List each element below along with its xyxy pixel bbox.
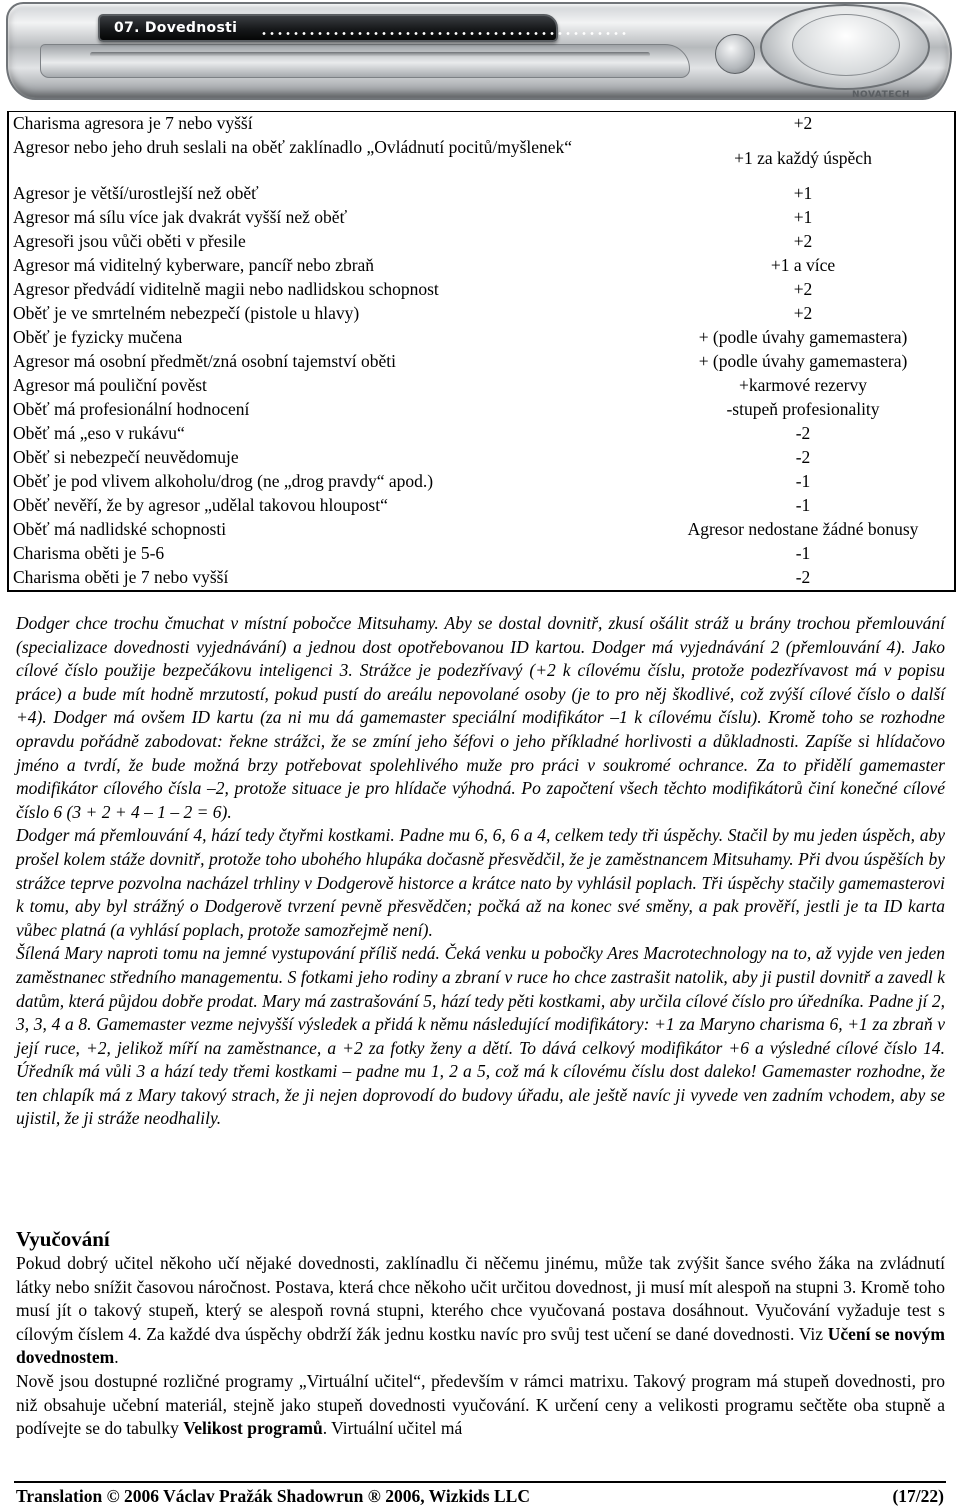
table-row [9, 542, 954, 566]
section-heading: Vyučování [16, 1227, 110, 1251]
row-label: Oběť je ve smrtelném nebezpečí (pistole u hlavy) [13, 303, 360, 323]
header-banner [0, 0, 960, 108]
row-value: +1 za každý úspěch [734, 148, 872, 168]
row-value: +2 [793, 113, 813, 133]
banner-ridge [40, 44, 690, 78]
skill-learning-link-text: Učení se novým dovednostem [16, 1323, 946, 1368]
row-label: Oběť nevěří, že by agresor „udělal takovou hloupost“ [13, 495, 388, 515]
row-label: Oběť je fyzicky mučena [13, 327, 183, 347]
row-value: -1 [795, 471, 811, 491]
row-value: Agresor nedostane žádné bonusy [687, 519, 919, 539]
row-value: -1 [795, 543, 811, 563]
teaching-p1-text: Pokud dobrý učitel někoho učí nějaké dovednosti, zaklínadlu či něčemu jinému, může tak zvýšit šance svého žáka na zvládnutí látky nebo snížit časovou náročnost. Postava, která chce někoho učit určitou dovednost, ji musí mít alespoň na stupni 3. Kromě toho musí jít o takový stupeň, který se alespoň rovná stupni, kterého chce vyučovaná postava dosáhnout. Vyučování vyžaduje test s cílovým číslem 4. Za každé dva úspěchy obdrží žák jednu kostku navíc pro svůj test učení se dané dovednosti. Viz [16, 1253, 945, 1344]
table-row [9, 302, 954, 326]
row-label: Agresor nebo jeho druh seslali na oběť zaklínadlo „Ovládnutí pocitů/myšlenek“ [13, 137, 573, 157]
row-value: +1 a více [770, 255, 836, 275]
row-label: Agresor má viditelný kyberware, pancíř nebo zbraň [13, 255, 375, 275]
row-label: Agresor předvádí viditelně magii nebo nadlidskou schopnost [13, 279, 439, 299]
table-row [9, 278, 954, 302]
table-row [9, 326, 954, 350]
row-value: +2 [793, 231, 813, 251]
row-label: Charisma oběti je 5-6 [13, 543, 165, 563]
table-row [9, 446, 954, 470]
novatech-logo: NOVATECH [852, 90, 910, 100]
modifier-table [7, 111, 956, 592]
table-row [9, 374, 954, 398]
row-value: +1 [793, 183, 813, 203]
row-label: Agresor má sílu více jak dvakrát vyšší než oběť [13, 207, 348, 227]
row-label: Agresor je větší/urostlejší než oběť [13, 183, 259, 203]
row-label: Oběť si nebezpečí neuvědomuje [13, 447, 239, 467]
table-row [9, 470, 954, 494]
emblem-inner-icon [792, 14, 900, 76]
table-row [9, 206, 954, 230]
program-size-link-text: Velikost programů [183, 1418, 323, 1439]
example-paragraph-dodger-1: Dodger chce trochu čmuchat v místní pobočce Mitsuhamy. Aby se dostal dovnitř, zkusí ošálit stráž u brány trochou přemlouvání (specializace dovednosti vyjednávání) a jednou dost opotřebovanou ID kartou. Dodger má vyjednávání 2 (přemlouvání 4). Jako cílové číslo použije bezpečákovu inteligenci 3. Strážce je podezřívavý (+2 k cílovému číslu, protože podezřívavost má v popisu práce) a bude mít hodně mrzutostí, pokud pustí do areálu nepovolané osoby (je to pro něj škodlivé, což zvýší cílové číslo o další +4). Dodger má ovšem ID kartu (za ni mu dá gamemaster speciální modifikátor –1 k cílovému číslu). Kromě toho se rozhodne opravdu pořádně zabodovat: řekne strážci, že se zmíní jeho šéfovi o jeho příkladné horlivosti a důkladnosti. Zapíše si hlídačovo jméno a tvrdí, že bude možná brzy potřebovat spolehlivého muže pro práci v soukromé ochrance. Za to přidělí gamemaster modifikátor cílového čísla –2, protože situace je pro hlídače výhodná. Po započtení všech těchto modifikátorů činí konečné cílové číslo 6 (3 + 2 + 4 – 1 – 2 = 6). [16, 613, 945, 822]
row-label: Oběť má „eso v rukávu“ [13, 423, 185, 443]
row-value: -2 [795, 423, 811, 443]
row-value: +karmové rezervy [739, 375, 867, 395]
table-row [9, 136, 954, 182]
teaching-paragraph-2 [16, 1370, 945, 1441]
row-value: -2 [795, 447, 811, 467]
footer-copyright: Translation © 2006 Václav Pražák Shadowrun ® 2006, Wizkids LLC [16, 1486, 530, 1506]
row-value: +2 [793, 279, 813, 299]
row-value: -stupeň profesionality [726, 399, 880, 419]
footer-divider [14, 1481, 946, 1483]
table-row [9, 422, 954, 446]
chapter-title-plate [98, 14, 558, 42]
table-row [9, 230, 954, 254]
row-label: Charisma oběti je 7 nebo vyšší [13, 567, 229, 587]
row-value: + (podle úvahy gamemastera) [698, 327, 908, 347]
row-value: +1 [793, 207, 813, 227]
row-label: Agresor má pouliční pověst [13, 375, 207, 395]
row-label: Oběť má profesionální hodnocení [13, 399, 250, 419]
row-value: + (podle úvahy gamemastera) [698, 351, 908, 371]
table-row [9, 112, 954, 136]
table-row [9, 518, 954, 542]
table-row [9, 254, 954, 278]
teaching-p2-text: Nově jsou dostupné rozličné programy „Virtuální učitel“, především v rámci matrixu. Takový program má stupeň dovednosti, pro niž obsahuje učební materiál, stejně jako stupeň dovednosti vyučování. K určení ceny a velikosti programu sečtěte oba stupně a podívejte se do tabulky [16, 1370, 945, 1439]
table-row [9, 182, 954, 206]
teaching-paragraph-1 [16, 1252, 945, 1370]
teaching-p2-end: . Virtuální učitel má [322, 1418, 463, 1439]
table-row [9, 566, 954, 590]
banner-groove [90, 52, 650, 57]
example-paragraph-mary: Šílená Mary naproti tomu na jemné vystupování příliš nedá. Čeká venku u pobočky Ares Macrotechnology na to, až vyjde ven jeden zaměstnanec středního managementu. S fotkami jeho rodiny a zbraní v ruce ho chce zastrašit natolik, aby ji pustil dovnitř a zavedl k datům, která půjdou dobře prodat. Mary má zastrašování 5, hází tedy pěti kostkami, aby určila cílové číslo pro úředníka. Padne jí 2, 3, 3, 4 a 8. Gamemaster vezme nejvyšší výsledek a přidá k němu následující modifikátory: +1 za Maryno charisma 6, +1 za zbraň v její ruce, +2, jelikož míří na zaměstnance, a +2 za fotky ženy a dětí. To dává celkový modifikátor +6 a výsledné cílové číslo 14. Úředník má vůli 3 a hází tedy třemi kostkami – padne mu 1, 2 a 5, což má k cílovému číslu dost daleko! Gamemaster rozhodne, že ten chlapík má z Mary takový strach, že ji nejen doprovodí do budovy úřadu, ale ještě navíc ji vyvede ven zadním vchodem, aby se ujistil, že ji stráže neodhalily. [16, 943, 945, 1129]
row-label: Agresoři jsou vůči oběti v přesile [13, 231, 246, 251]
row-label: Oběť je pod vlivem alkoholu/drog (ne „drog pravdy“ apod.) [13, 471, 434, 491]
row-value: -1 [795, 495, 811, 515]
example-text [16, 612, 945, 1131]
banner-knob-icon [715, 34, 755, 74]
footer-page-number: (17/22) [892, 1486, 944, 1506]
row-label: Oběť má nadlidské schopnosti [13, 519, 227, 539]
table-row [9, 350, 954, 374]
row-value: -2 [795, 567, 811, 587]
row-value: +2 [793, 303, 813, 323]
table-row [9, 494, 954, 518]
row-label: Agresor má osobní předmět/zná osobní tajemství oběti [13, 351, 396, 371]
teaching-p1-end: . [114, 1347, 119, 1368]
chapter-title: 07. Dovednosti [114, 20, 238, 36]
table-row [9, 398, 954, 422]
title-dots-decoration [260, 32, 630, 35]
row-label: Charisma agresora je 7 nebo vyšší [13, 113, 253, 133]
teaching-text [16, 1252, 945, 1441]
example-paragraph-dodger-2: Dodger má přemlouvání 4, hází tedy čtyřmi kostkami. Padne mu 6, 6, 6 a 4, celkem tedy tři úspěchy. Stačil by mu jeden úspěch, aby prošel kolem stáže dovnitř, protože toho ubohého hlupáka dočasně přesvědčil, že je zaměstnancem Mitsuhamy. Při dvou úspěších by strážce teprve pozvolna nacházel trhliny v Dodgerově historce a krátce nato by vyhlásil poplach. Tři úspěchy stačily gamemasterovi k tomu, aby byl strážný o Dodgerově tvrzení pevně přesvědčen; počká až na konec své směny, a pak prověří, jestli je ta ID karta vůbec platná (a vyhlásí poplach, protože samozřejmě není). [16, 825, 945, 940]
